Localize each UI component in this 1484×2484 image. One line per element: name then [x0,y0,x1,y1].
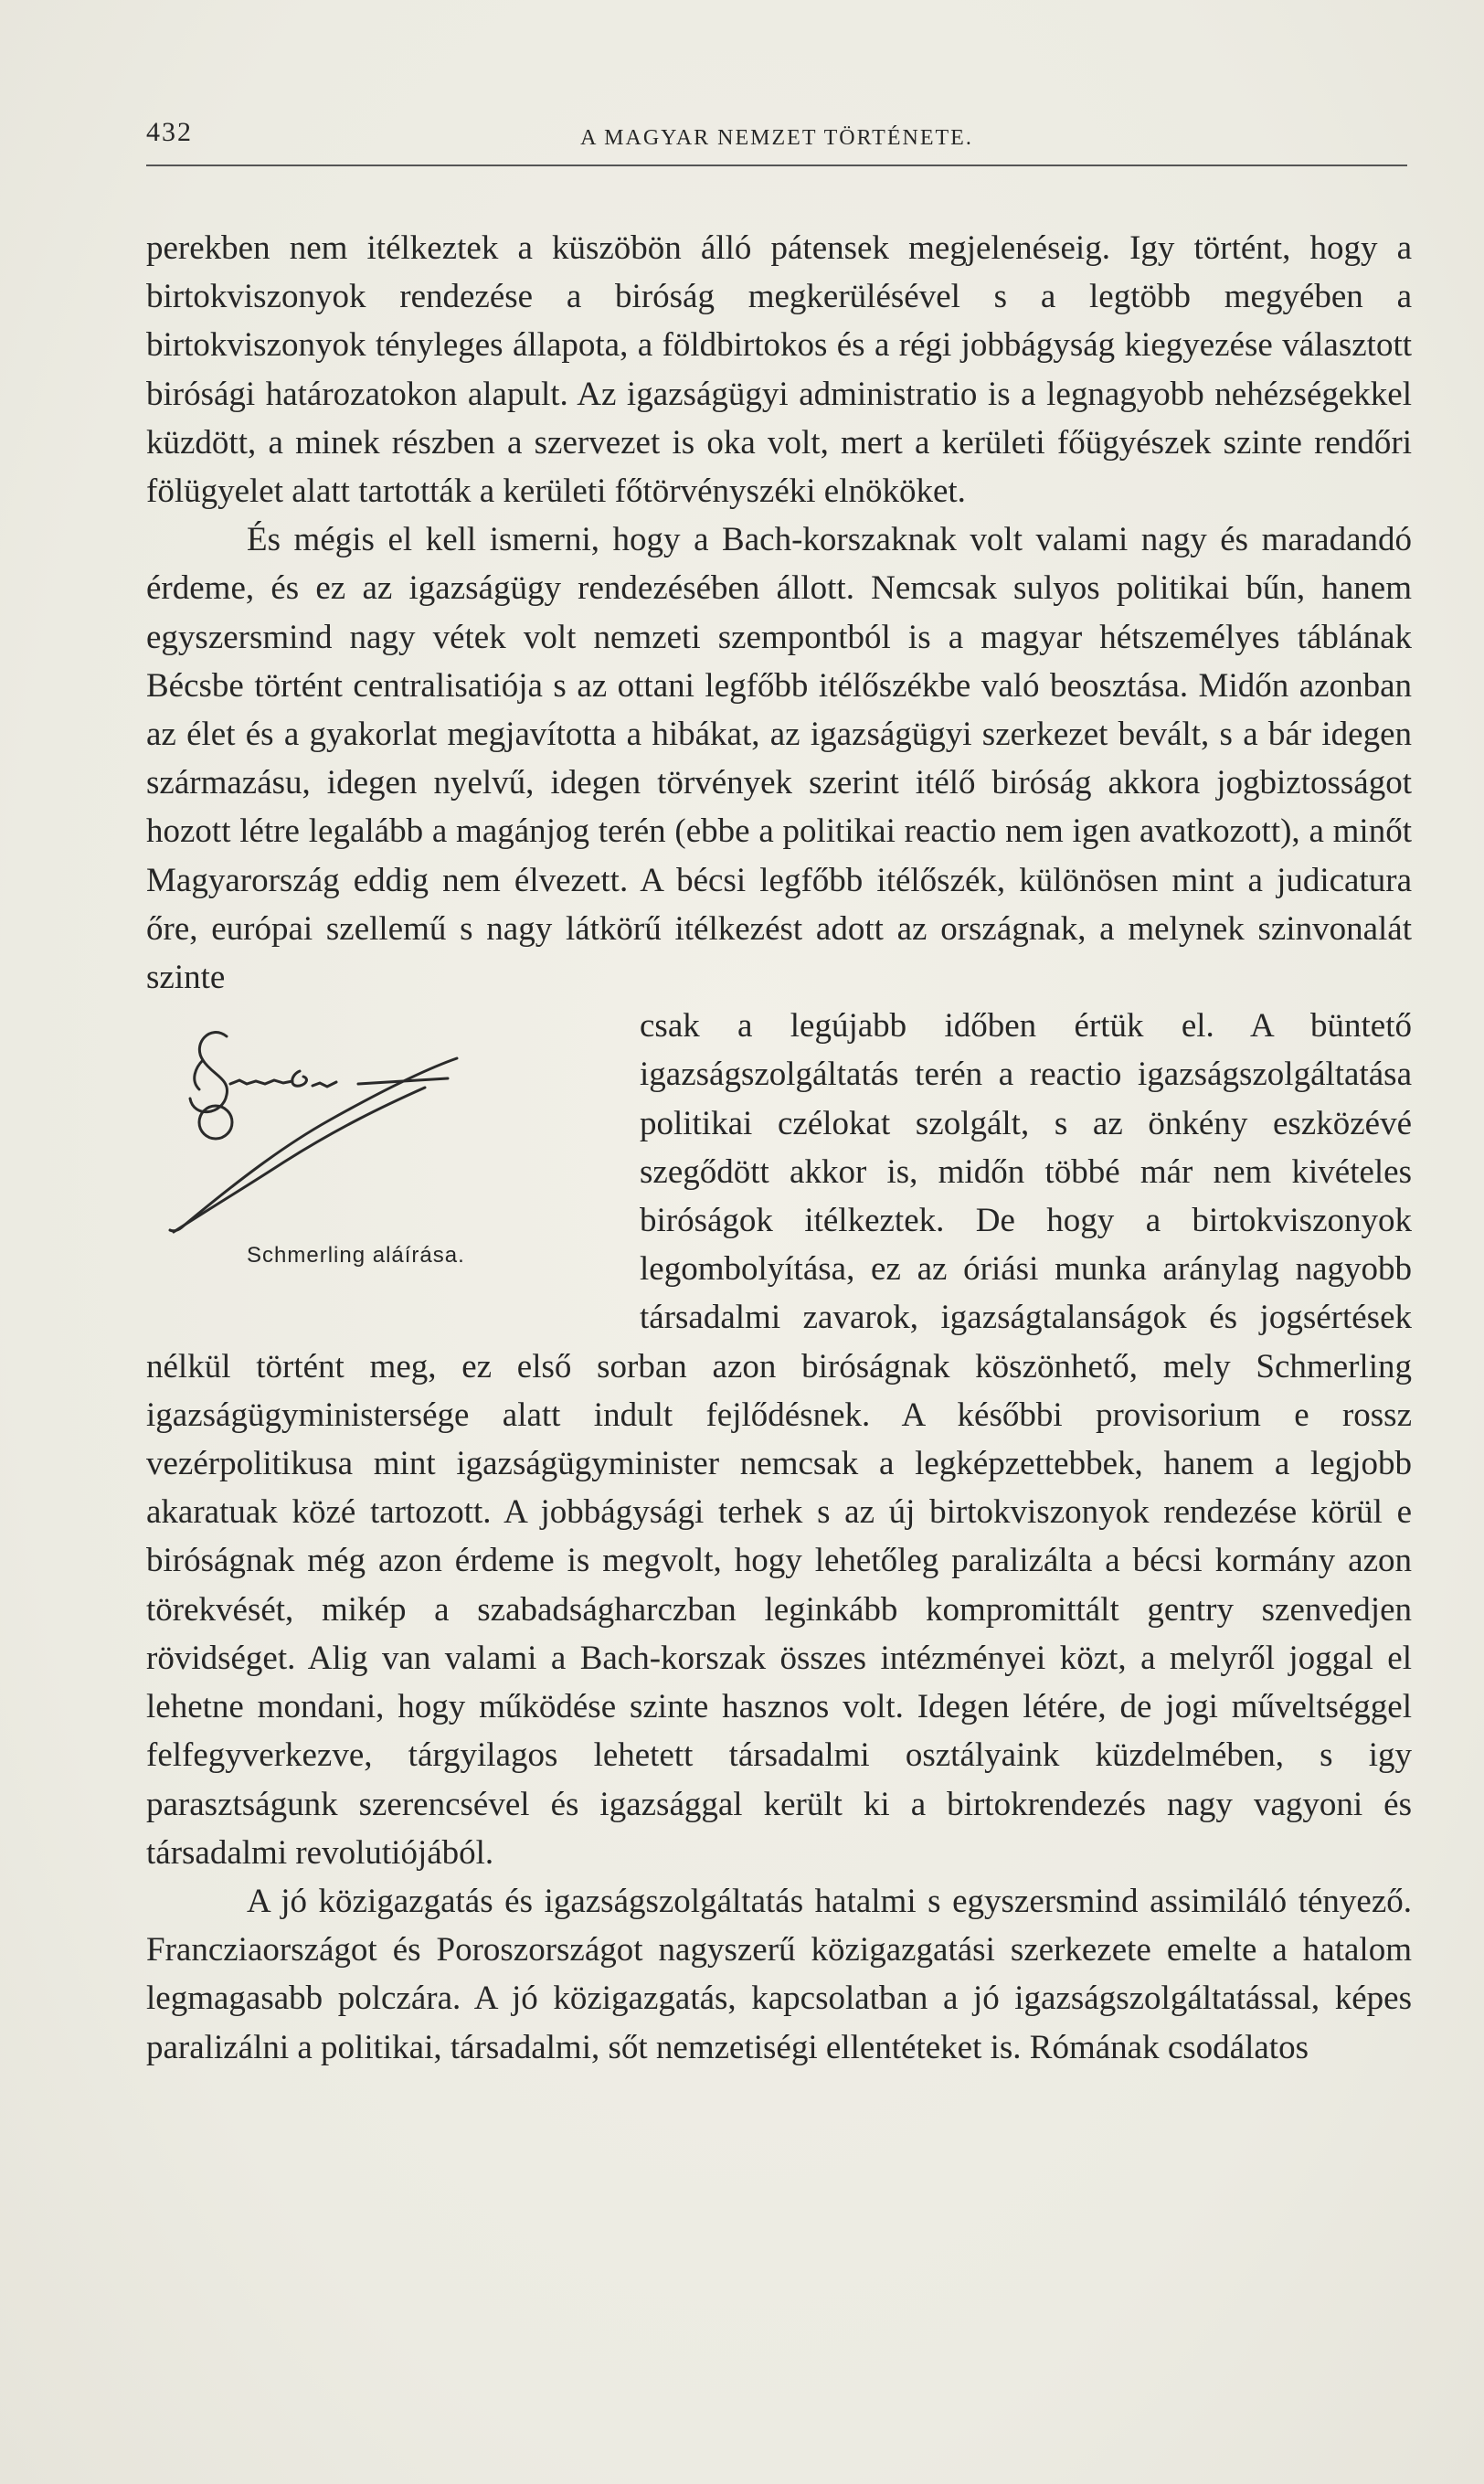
running-title: A MAGYAR NEMZET TÖRTÉNETE. [580,126,973,150]
page-number: 432 [146,117,193,147]
paragraph-2: És mégis el kell ismerni, hogy a Bach-korszaknak volt valami nagy és maradandó érdeme, és ez az igazságügy rendezésében állott. Nemcsak sulyos politikai bűn, hanem egyszersmind nagy vétek volt nemzeti szempontból is a magyar hétszemélyes táblának Bécsbe történt centralisatiója s az ottani legfőbb itélőszékbe való beosztása. Midőn azonban az élet és a gyakorlat megjavította a hibákat, az igazságügyi szerkezet bevált, s a bár idegen származásu, idegen nyelvű, idegen törvények szerint itélő biróság akkora jogbiztosságot hozott létre legalább a magánjog terén (ebbe a politikai reactio nem igen avatkozott), a minőt Magyarország eddig nem élvezett. A bécsi legfőbb itélőszék, különösen mint a judicatura őre, európai szellemű s nagy látkörű itélkezést adott az országnak, a melynek szinvonalát szinte [146,521,1412,997]
page-header [146,117,1407,161]
paragraph-4: A jó közigazgatás és igazságszolgáltatás hatalmi s egyszersmind assimiláló tényező. Francziaországot és Poroszországot nagyszerű közigazgatási szerkezete emelte a hatalom legmagasabb polczára. A jó közigazgatás, kapcsolatban a jó igazságszolgáltatással, képes paralizálni a politikai, társadalmi, sőt nemzetiségi ellentéteket is. Rómának csodálatos [146,1882,1412,2066]
paragraph-1: perekben nem itélkeztek a küszöbön álló pátensek megjelenéseig. Igy történt, hogy a birtokviszonyok rendezése a biróság megkerülésével s a legtöbb megyében a birtokviszonyok tényleges állapota, a földbirtokos és a régi jobbágyság kiegyezése választott birósági határozatokon alapult. Az igazságügyi administratio is a legnagyobb nehézségekkel küzdött, a minek részben a szervezet is oka volt, mert a kerületi főügyészek szinte rendőri fölügyelet alatt tartották a kerületi főtörvényszéki elnököket. [146,229,1412,511]
signature-figure [146,1007,608,1322]
signature-caption: Schmerling aláírása. [247,1243,465,1269]
paragraph-3: csak a legújabb időben értük el. A büntető igazságszolgáltatás terén a reactio igazságszolgáltatása politikai czélokat szolgált, s az önkény eszközévé szegődött akkor is, midőn többé már nem kivételes biróságok itélkeztek. De hogy a birtokviszonyok legombolyítása, ez az óriási munka aránylag nagyobb társadalmi zavarok, igazságtalanságok és jogsértések nélkül történt meg, ez első sorban azon biróságnak köszönhető, mely Schmerling igazságügyministersége alatt indult fejlődésnek. A későbbi provisorium e rossz vezérpolitikusa mint igazságügyminister nemcsak a legképzettebbek, hanem a legjobb akaratuak közé tartozott. A jobbágysági terhek s az új birtokviszonyok rendezése körül e biróságnak még azon érdeme is megvolt, hogy lehetőleg paralizálta a bécsi kormány azon törekvését, mikép a szabadságharczban leginkább kompromittált gentry szenvedjen rövidséget. Alig van valami a Bach-korszak összes intézményei közt, a melyről joggal el lehetne mondani, hogy működése szinte hasznos volt. Idegen létére, de jogi műveltséggel felfegyverkezve, tárgyilagos lehetett társadalmi osztályaink küzdelmében, s igy parasztságunk szerencsével és igazsággal került ki a birtokrendezés nagy vagyoni és társadalmi revolutiójából. [146,1007,1412,1872]
header-rule [146,165,1407,166]
body-text [146,224,1412,2072]
